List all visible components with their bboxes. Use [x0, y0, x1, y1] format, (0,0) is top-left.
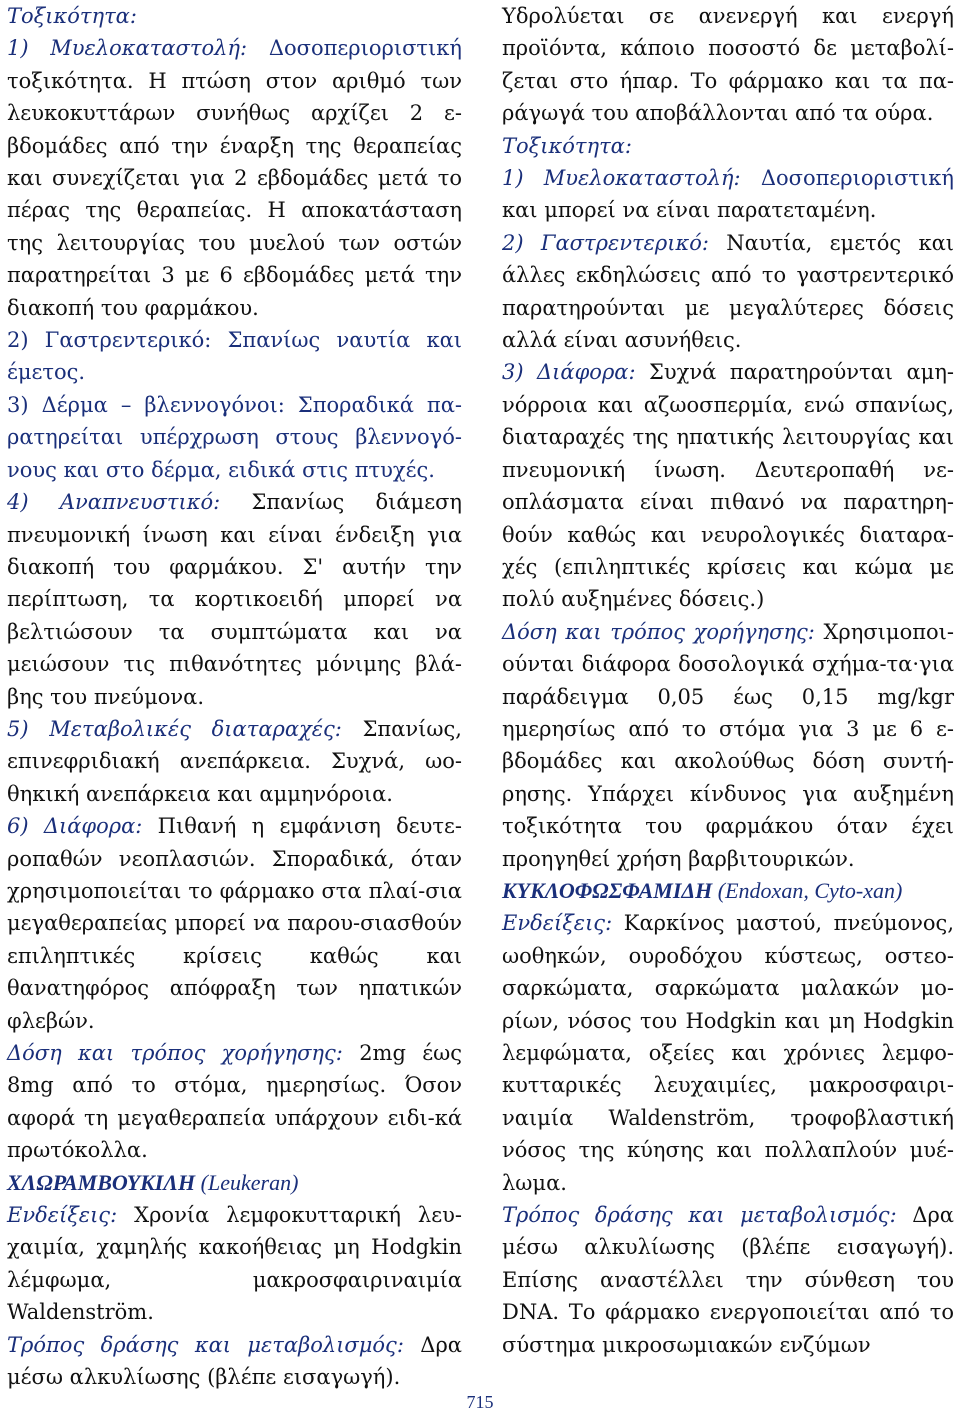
- tox1-label: 1) Μυελοκαταστολή:: [502, 166, 741, 191]
- tox3-text: Συχνά παρατηρούνται αμη-νόρροια και αζωοσπερμία, ενώ σπανίως, διαταραχές της ηπατικής λειτουργίας και πνευμονική ίνωση. Δευτεροπαθή νε-οπλάσματα είναι πιθανό να παρατηρη-θούν καθώς και νευρολογικές διαταρα-χές (επιληπτικές κρίσεις και κώμα με πολύ αυξημένες δόσεις.): [502, 360, 954, 612]
- toxicity-item-1: [502, 162, 954, 227]
- tox2-text: Ναυτία, εμετός και άλλες εκδηλώσεις από το γαστρεντερικό παρατηρούνται με μεγαλύτερες δόσεις αλλά είναι ασυνήθεις.: [502, 230, 954, 353]
- tox1-text: και μπορεί να είναι παρατεταμένη.: [502, 198, 877, 223]
- tox1-qualifier: Δοσοπεριοριστική: [268, 36, 462, 61]
- drug-heading-chlorambucil: [7, 1167, 462, 1199]
- tox6-label: 6) Διάφορα:: [7, 814, 143, 839]
- drug-heading-cyclophosphamide: [502, 875, 954, 907]
- toxicity-heading: [7, 0, 462, 32]
- indications-label: Ενδείξεις:: [7, 1203, 118, 1228]
- tox1-text: τοξικότητα. Η πτώση στον αριθμό των λευκοκυττάρων συνήθως αρχίζει 2 ε-βδομάδες από την έναρξη της θεραπείας και συνεχίζεται για 2 εβδομάδες μετά το πέρας της θεραπείας. Η αποκατάσταση της λειτουργίας του μυελού των οστών παρατηρείται 3 με 6 εβδομάδες μετά την διακοπή του φαρμάκου.: [7, 68, 462, 320]
- toxicity-item-2: [502, 227, 954, 357]
- indications-label: Ενδείξεις:: [502, 911, 613, 936]
- toxicity-item-2: [7, 324, 462, 389]
- tox4-label: 4) Αναπνευστικό:: [7, 490, 221, 515]
- dose-paragraph: [7, 1037, 462, 1167]
- toxicity-item-4: [7, 486, 462, 713]
- intro-paragraph: [502, 0, 954, 130]
- drug-name: ΚΥΚΛΟΦΩΣΦΑΜΙΔΗ: [502, 877, 713, 903]
- indications-paragraph: [502, 907, 954, 1199]
- mechanism-label: Τρόπος δράσης και μεταβολισμός:: [502, 1203, 897, 1228]
- tox2-label: 2) Γαστρεντερικό:: [502, 230, 709, 255]
- tox4-text: Σπανίως διάμεση πνευμονική ίνωση και είναι ένδειξη για διακοπή του φαρμάκου. Σ' αυτήν την περίπτωση, τα κορτικοειδή μπορεί να βελτιώσουν τα συμπτώματα και να μειώσουν τις πιθανότητες μόνιμης βλά-βης του πνεύμονα.: [7, 490, 462, 709]
- dose-text: Χρησιμοποι-ούνται διάφορα δοσολογικά σχήμα-τα·για παράδειγμα 0,05 έως 0,15 mg/kgr ημερησίως από το στόμα για 3 με 6 ε-βδομάδες και ακολούθως δόση συντή-ρησης. Υπάρχει κίνδυνος για αυξημένη τοξικότητα του φαρμάκου όταν έχει προηγηθεί χρήση βαρβιτουρικών.: [502, 619, 954, 871]
- toxicity-item-5: [7, 713, 462, 810]
- indications-text: Καρκίνος μαστού, πνεύμονος, ωοθηκών, ουροδόχου κύστεως, οστεο-σαρκώματα, σαρκώματα μαλακών μο-ρίων, νόσος του Hodgkin και μη Hodgkin λεμφώματα, οξείες και χρόνιες λεμφο-κυτταρικές λευχαιμίες, μακροσφαιρι-ναιμία Waldenström, τροφοβλαστική νόσος της κύησης και πολλαπλούν μυέ-λωμα.: [502, 911, 954, 1195]
- mechanism-label: Τρόπος δράσης και μεταβολισμός:: [7, 1332, 404, 1357]
- toxicity-item-1: [7, 32, 462, 324]
- tox1-label: 1) Μυελοκαταστολή:: [7, 36, 248, 61]
- dose-label: Δόση και τρόπος χορήγησης:: [7, 1041, 343, 1065]
- intro-text: Υδρολύεται σε ανενεργή και ενεργή προϊόντα, κάποιο ποσοστό δε μεταβολί-ζεται στο ήπαρ. Το φάρμακο και τα πα-ράγωγά του αποβάλλονται από τα ούρα.: [502, 4, 954, 126]
- drug-name: ΧΛΩΡΑΜΒΟΥΚΙΛΗ: [7, 1169, 196, 1195]
- mechanism-paragraph: [502, 1199, 954, 1361]
- toxicity-label: Τοξικότητα:: [7, 4, 137, 28]
- toxicity-label: Τοξικότητα:: [502, 133, 632, 158]
- mechanism-text: Δρα μέσω αλκυλίωσης (βλέπε εισαγωγή).: [7, 1332, 462, 1390]
- tox5-label: 5) Μεταβολικές διαταραχές:: [7, 716, 342, 741]
- indications-text: Χρονία λεμφοκυτταρική λευ-χαιμία, χαμηλής κακοήθειας μη Hodgkin λέμφωμα, μακροσφαιριναιμία Waldenström.: [7, 1203, 462, 1325]
- tox3-text: 3) Δέρμα – βλεννογόνοι: Σποραδικά πα-ρατηρείται υπέρχρωση στους βλεννογό-νους και στο δέρμα, ειδικά στις πτυχές.: [7, 392, 462, 482]
- toxicity-item-6: [7, 810, 462, 1037]
- left-column: [7, 0, 462, 1393]
- indications-paragraph: [7, 1199, 462, 1329]
- tox5-text: Σπανίως, επινεφριδιακή ανεπάρκεια. Συχνά, ωο-θηκική ανεπάρκεια και αμμηνόροια.: [7, 716, 462, 806]
- toxicity-item-3: [502, 356, 954, 615]
- drug-brand: (Leukeran): [200, 1169, 299, 1195]
- right-column: [502, 0, 954, 1361]
- mechanism-text: Δρα μέσω αλκυλίωσης (βλέπε εισαγωγή). Επίσης αναστέλλει την σύνθεση του DNA. Το φάρμακο ενεργοποιείται από το σύστημα μικροσωμιακών ενζύμων: [502, 1203, 954, 1357]
- toxicity-item-3: [7, 389, 462, 486]
- dose-label: Δόση και τρόπος χορήγησης:: [502, 619, 815, 644]
- drug-brand: (Endoxan, Cyto-xan): [717, 877, 903, 903]
- page-number: 715: [466, 1392, 494, 1412]
- tox2-text: 2) Γαστρεντερικό: Σπανίως ναυτία και έμετος.: [7, 328, 462, 385]
- dose-text: 2mg έως 8mg από το στόμα, ημερησίως. Όσον αφορά τη μεγαθεραπεία υπάρχουν ειδι-κά πρωτόκολλα.: [7, 1041, 462, 1163]
- dose-paragraph: [502, 616, 954, 875]
- tox6-text: Πιθανή η εμφάνιση δευτε-ροπαθών νεοπλασιών. Σποραδικά, όταν χρησιμοποιείται το φάρμακο στα πλαί-σια μεγαθεραπείας μπορεί να παρου-σιασθούν επιληπτικές κρίσεις καθώς και θανατηφόρος απόφραξη των ηπατικών φλεβών.: [7, 814, 462, 1033]
- mechanism-paragraph: [7, 1329, 462, 1394]
- toxicity-heading: [502, 130, 954, 162]
- tox1-qualifier: Δοσοπεριοριστική: [760, 166, 954, 191]
- tox3-label: 3) Διάφορα:: [502, 360, 636, 385]
